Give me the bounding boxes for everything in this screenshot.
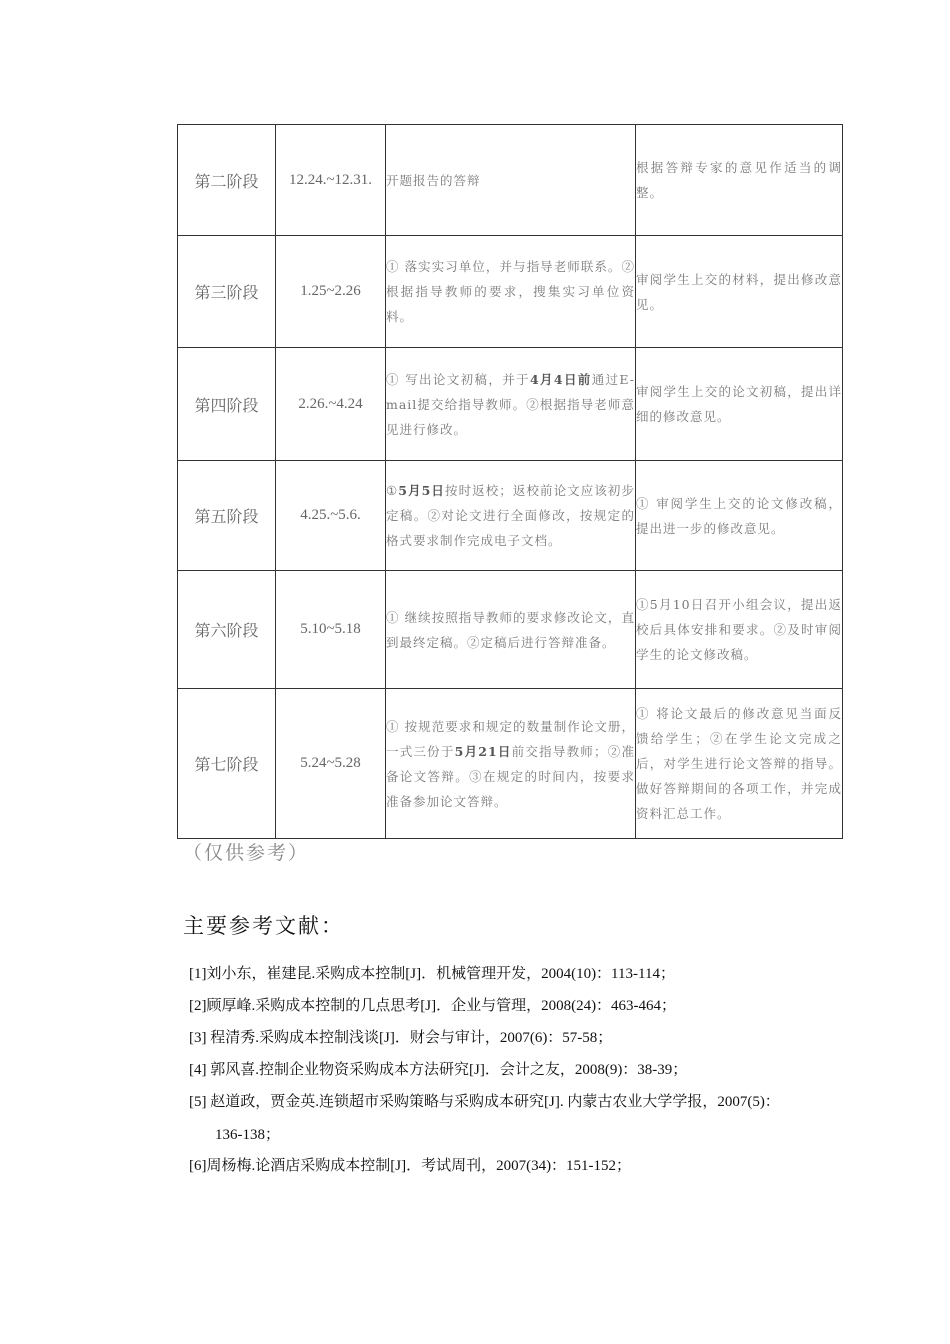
date-cell: 5.24~5.28: [276, 689, 386, 839]
note-cell: ① 审阅学生上交的论文修改稿，提出进一步的修改意见。: [636, 461, 843, 571]
reference-item: [6]周杨梅.论酒店采购成本控制[J]．考试周刊，2007(34)：151-152；: [189, 1158, 632, 1174]
stage-cell: 第二阶段: [178, 125, 276, 236]
deadline-highlight: 4月4日前: [529, 371, 592, 387]
reference-item: [4] 郭风喜.控制企业物资采购成本方法研究[J]．会计之友，2008(9)：38-39；: [189, 1062, 688, 1078]
reference-item: [3] 程清秀.采购成本控制浅谈[J]．财会与审计，2007(6)：57-58；: [189, 1030, 613, 1046]
task-cell: ① 按规范要求和规定的数量制作论文册，一式三份于5月21日前交指导教师；②准备论文答辩。③在规定的时间内，按要求准备参加论文答辩。: [386, 689, 636, 839]
deadline-highlight: 5月21日: [454, 743, 512, 759]
stage-cell: 第七阶段: [178, 689, 276, 839]
reference-text-continued: 136-138；: [215, 1127, 280, 1143]
schedule-table: [177, 124, 843, 839]
reference-item: [189, 1090, 839, 1154]
date-cell: 1.25~2.26: [276, 236, 386, 348]
reference-item: [1]刘小东，崔建昆.采购成本控制[J]．机械管理开发，2004(10)：113-114；: [189, 966, 675, 982]
table-row: [178, 571, 843, 689]
table-row: [178, 689, 843, 839]
note-cell: 根据答辩专家的意见作适当的调整。: [636, 125, 843, 236]
table-row: [178, 125, 843, 236]
task-cell: ① 写出论文初稿，并于4月4日前通过E-mail提交给指导教师。②根据指导老师意见进行修改。: [386, 348, 636, 461]
reference-item: [2]顾厚峰.采购成本控制的几点思考[J]．企业与管理，2008(24)：463-464；: [189, 998, 677, 1014]
table-row: [178, 461, 843, 571]
stage-cell: 第四阶段: [178, 348, 276, 461]
task-cell: ①5月5日按时返校；返校前论文应该初步定稿。②对论文进行全面修改，按规定的格式要求制作完成电子文档。: [386, 461, 636, 571]
task-cell: ① 落实实习单位，并与指导老师联系。②根据指导教师的要求，搜集实习单位资料。: [386, 236, 636, 348]
task-cell: 开题报告的答辩: [386, 125, 636, 236]
references-heading: 主要参考文献：: [183, 914, 344, 938]
note-cell: ① 将论文最后的修改意见当面反馈给学生；②在学生论文完成之后，对学生进行论文答辩的指导。做好答辩期间的各项工作，并完成资料汇总工作。: [636, 689, 843, 839]
stage-cell: 第六阶段: [178, 571, 276, 689]
reference-only-note: （仅供参考）: [183, 842, 310, 864]
stage-cell: 第五阶段: [178, 461, 276, 571]
table-row: [178, 348, 843, 461]
reference-text: [5] 赵道政，贾金英.连锁超市采购策略与采购成本研究[J]. 内蒙古农业大学学报，2007(5)：: [189, 1094, 780, 1110]
date-cell: 5.10~5.18: [276, 571, 386, 689]
task-cell: ① 继续按照指导教师的要求修改论文，直到最终定稿。②定稿后进行答辩准备。: [386, 571, 636, 689]
reference-list: [189, 962, 839, 1186]
stage-cell: 第三阶段: [178, 236, 276, 348]
note-cell: 审阅学生上交的材料，提出修改意见。: [636, 236, 843, 348]
note-cell: ①5月10日召开小组会议，提出返校后具体安排和要求。②及时审阅学生的论文修改稿。: [636, 571, 843, 689]
date-cell: 2.26.~4.24: [276, 348, 386, 461]
note-cell: 审阅学生上交的论文初稿，提出详细的修改意见。: [636, 348, 843, 461]
date-cell: 4.25.~5.6.: [276, 461, 386, 571]
table-row: [178, 236, 843, 348]
date-cell: 12.24.~12.31.: [276, 125, 386, 236]
deadline-highlight: 5月5日: [398, 483, 445, 498]
